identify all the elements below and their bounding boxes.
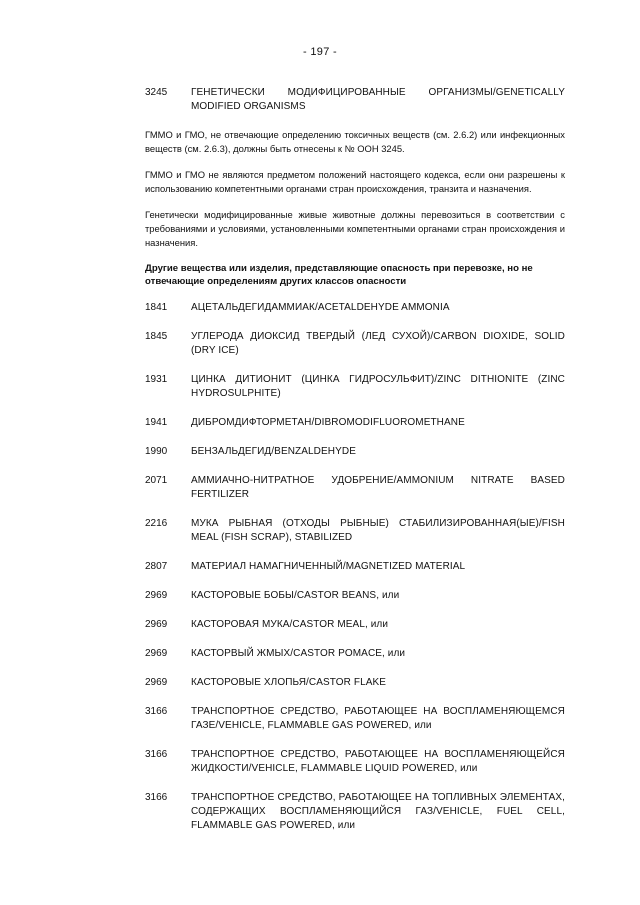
entry-name: МАТЕРИАЛ НАМАГНИЧЕННЫЙ/MAGNETIZED MATERIAL xyxy=(191,561,466,572)
entry-number: 1990 xyxy=(145,446,168,457)
entry-name: ГЕНЕТИЧЕСКИ МОДИФИЦИРОВАННЫЕ ОРГАНИЗМЫ/GENETICALLY MODIFIED ORGANISMS xyxy=(191,87,565,112)
entry-name: АММИАЧНО-НИТРАТНОЕ УДОБРЕНИЕ/AMMONIUM NITRATE BASED FERTILIZER xyxy=(191,475,565,500)
list-item xyxy=(145,618,565,632)
entry-name: ЦИНКА ДИТИОНИТ (ЦИНКА ГИДРОСУЛЬФИТ)/ZINC DITHIONITE (ZINC HYDROSULPHITE) xyxy=(191,374,565,399)
list-item xyxy=(145,589,565,603)
list-item xyxy=(145,416,565,430)
entry-number: 2071 xyxy=(145,475,168,486)
entry-name: ТРАНСПОРТНОЕ СРЕДСТВО, РАБОТАЮЩЕЕ НА ВОСПЛАМЕНЯЮЩЕМСЯ ГАЗЕ/VEHICLE, FLAMMABLE GAS POWERED, или xyxy=(191,706,565,731)
entry-number: 1841 xyxy=(145,302,168,313)
entry-name: ДИБРОМДИФТОРМЕТАН/DIBROMODIFLUOROMETHANE xyxy=(191,417,465,428)
list-item xyxy=(145,647,565,661)
entry-number: 2969 xyxy=(145,648,168,659)
entry-number: 3245 xyxy=(145,87,168,98)
list-item xyxy=(145,330,565,358)
entry-name: КАСТОРВЫЙ ЖМЫХ/CASTOR POMACE, или xyxy=(191,648,406,659)
entry-name: УГЛЕРОДА ДИОКСИД ТВЕРДЫЙ (ЛЕД СУХОЙ)/CARBON DIOXIDE, SOLID (DRY ICE) xyxy=(191,331,565,356)
page-content xyxy=(145,86,565,848)
list-item xyxy=(145,748,565,776)
entry-name: ТРАНСПОРТНОЕ СРЕДСТВО, РАБОТАЮЩЕЕ НА ТОПЛИВНЫХ ЭЛЕМЕНТАХ, СОДЕРЖАЩИХ ВОСПЛАМЕНЯЮЩИЙСЯ ГАЗ/VEHICLE, FUEL CELL, FLAMMABLE GAS POWERED, или xyxy=(191,792,565,831)
list-item xyxy=(145,301,565,315)
list-item xyxy=(145,560,565,574)
entry-number: 3166 xyxy=(145,792,168,803)
section-heading: Другие вещества или изделия, представляющие опасность при перевозке, но не отвечающие определениям других классов опасности xyxy=(145,263,533,287)
list-item xyxy=(145,474,565,502)
entry-name: КАСТОРОВЫЕ ХЛОПЬЯ/CASTOR FLAKE xyxy=(191,677,387,688)
entry-number: 1941 xyxy=(145,417,168,428)
entries-list xyxy=(145,301,565,833)
paragraph-gm-animals: Генетически модифицированные живые животные должны перевозиться в соответствии с требованиями и условиями, установленными компетентными органами стран происхождения и назначения. xyxy=(145,209,565,248)
paragraph-gmo-classification: ГММО и ГМО, не отвечающие определению токсичных веществ (см. 2.6.2) или инфекционных веществ (см. 2.6.3), должны быть отнесены к № ООН 3245. xyxy=(145,129,565,154)
entry-number: 1931 xyxy=(145,374,168,385)
entry-name: КАСТОРОВАЯ МУКА/CASTOR MEAL, или xyxy=(191,619,389,630)
entry-name: КАСТОРОВЫЕ БОБЫ/CASTOR BEANS, или xyxy=(191,590,400,601)
list-item xyxy=(145,517,565,545)
list-item xyxy=(145,445,565,459)
list-item xyxy=(145,373,565,401)
entry-number: 2216 xyxy=(145,518,168,529)
page-number: - 197 - xyxy=(303,46,337,58)
entry-number: 1845 xyxy=(145,331,168,342)
entry-number: 3166 xyxy=(145,749,168,760)
entry-3245 xyxy=(145,86,565,114)
list-item xyxy=(145,676,565,690)
list-item xyxy=(145,705,565,733)
entry-number: 2969 xyxy=(145,619,168,630)
entry-name: АЦЕТАЛЬДЕГИДАММИАК/ACETALDEHYDE AMMONIA xyxy=(191,302,450,313)
entry-name: ТРАНСПОРТНОЕ СРЕДСТВО, РАБОТАЮЩЕЕ НА ВОСПЛАМЕНЯЮЩЕЙСЯ ЖИДКОСТИ/VEHICLE, FLAMMABLE LIQUID POWERED, или xyxy=(191,749,565,774)
entry-name: БЕНЗАЛЬДЕГИД/BENZALDEHYDE xyxy=(191,446,356,457)
entry-number: 2969 xyxy=(145,590,168,601)
list-item xyxy=(145,791,565,833)
entry-number: 2807 xyxy=(145,561,168,572)
entry-number: 2969 xyxy=(145,677,168,688)
entry-number: 3166 xyxy=(145,706,168,717)
paragraph-gmo-exemption: ГММО и ГМО не являются предметом положений настоящего кодекса, если они разрешены к использованию компетентными органами стран происхождения, транзита и назначения. xyxy=(145,169,565,194)
entry-name: МУКА РЫБНАЯ (ОТХОДЫ РЫБНЫЕ) СТАБИЛИЗИРОВАННАЯ(ЫЕ)/FISH MEAL (FISH SCRAP), STABILIZED xyxy=(191,518,565,543)
